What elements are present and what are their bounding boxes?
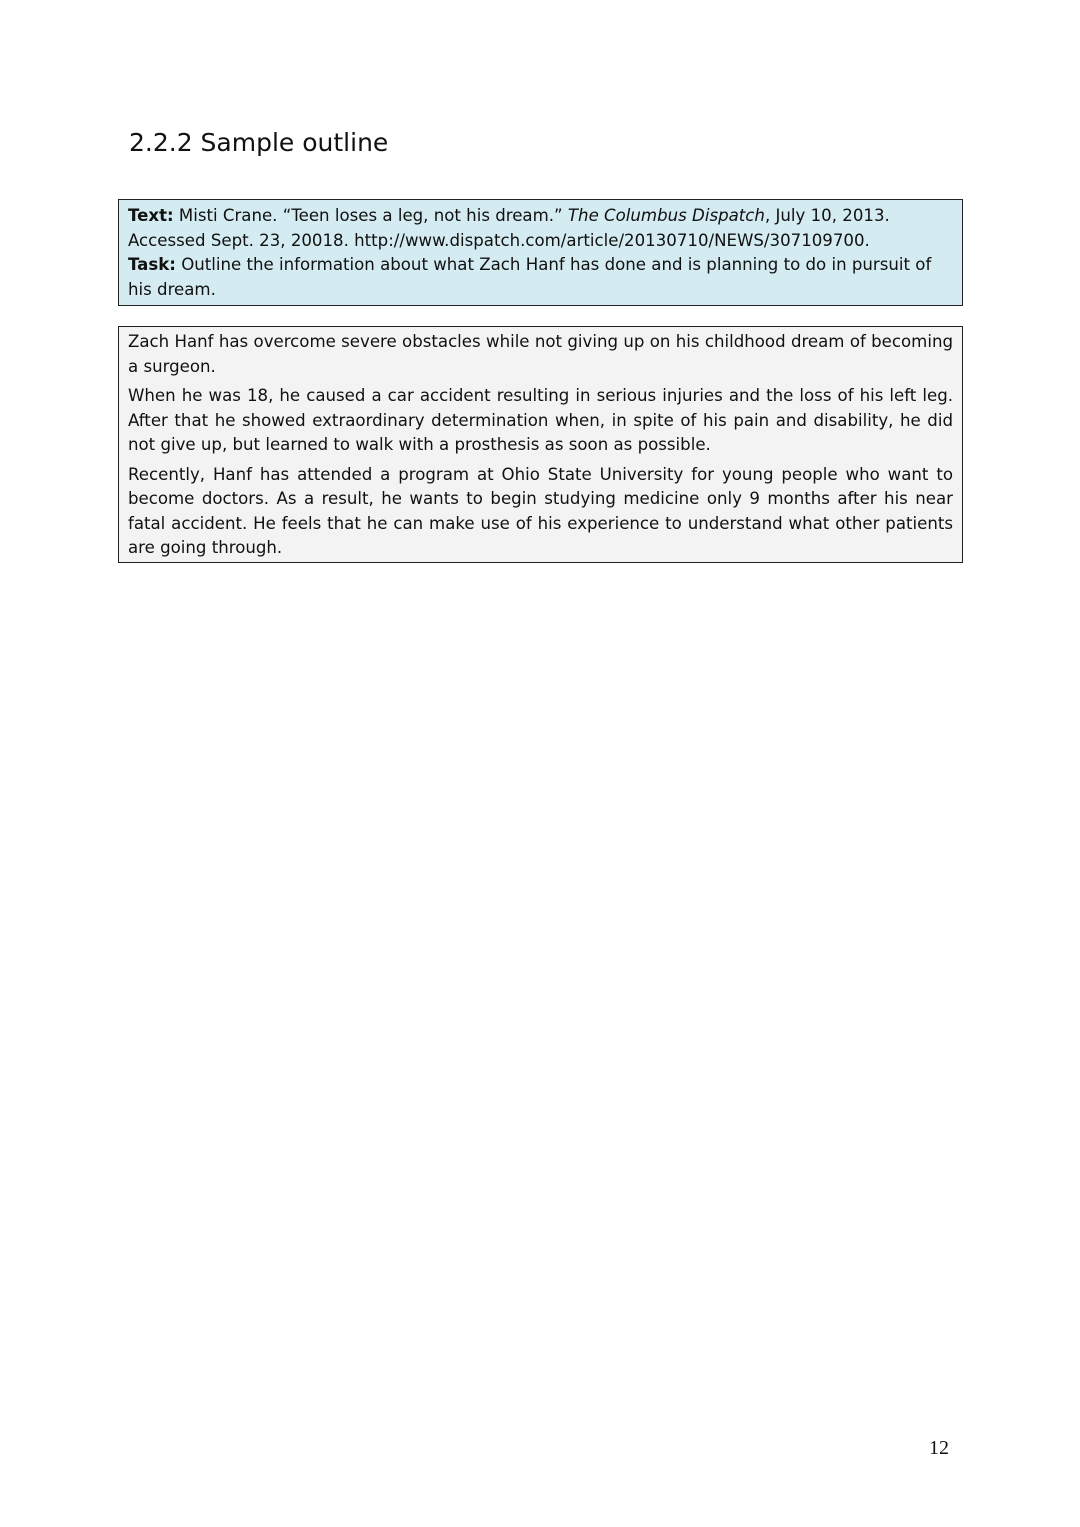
task-label: Task: xyxy=(128,255,176,274)
page-number: 12 xyxy=(929,1437,949,1459)
source-task-box xyxy=(118,199,963,306)
outline-paragraph: When he was 18, he caused a car accident resulting in serious injuries and the loss of his left leg. After that he showed extraordinary determination when, in spite of his pain and disability, he did not give up, but learned to walk with a prosthesis as soon as possible. xyxy=(128,386,953,454)
outline-paragraph: Zach Hanf has overcome severe obstacles while not giving up on his childhood dream of becoming a surgeon. xyxy=(128,332,953,376)
outline-paragraph: Recently, Hanf has attended a program at Ohio State University for young people who want to become doctors. As a result, he wants to begin studying medicine only 9 months after his near fatal accident. He feels that he can make use of his experience to understand what other patients are going through. xyxy=(128,464,953,557)
task-description xyxy=(128,253,953,302)
source-citation xyxy=(128,204,953,253)
task-text: Outline the information about what Zach Hanf has done and is planning to do in pursuit of his dream. xyxy=(128,255,932,299)
citation-author-title: Misti Crane. “Teen loses a leg, not his dream.” xyxy=(173,206,568,225)
section-heading: 2.2.2 Sample outline xyxy=(129,128,389,157)
text-label: Text: xyxy=(128,206,174,225)
outline-box xyxy=(118,326,963,563)
publication-name: The Columbus Dispatch xyxy=(567,206,765,225)
citation-date-url: , July 10, 2013. Accessed Sept. 23, 20018. http://www.dispatch.com/article/20130710/NEWS/307109700. xyxy=(128,206,890,250)
